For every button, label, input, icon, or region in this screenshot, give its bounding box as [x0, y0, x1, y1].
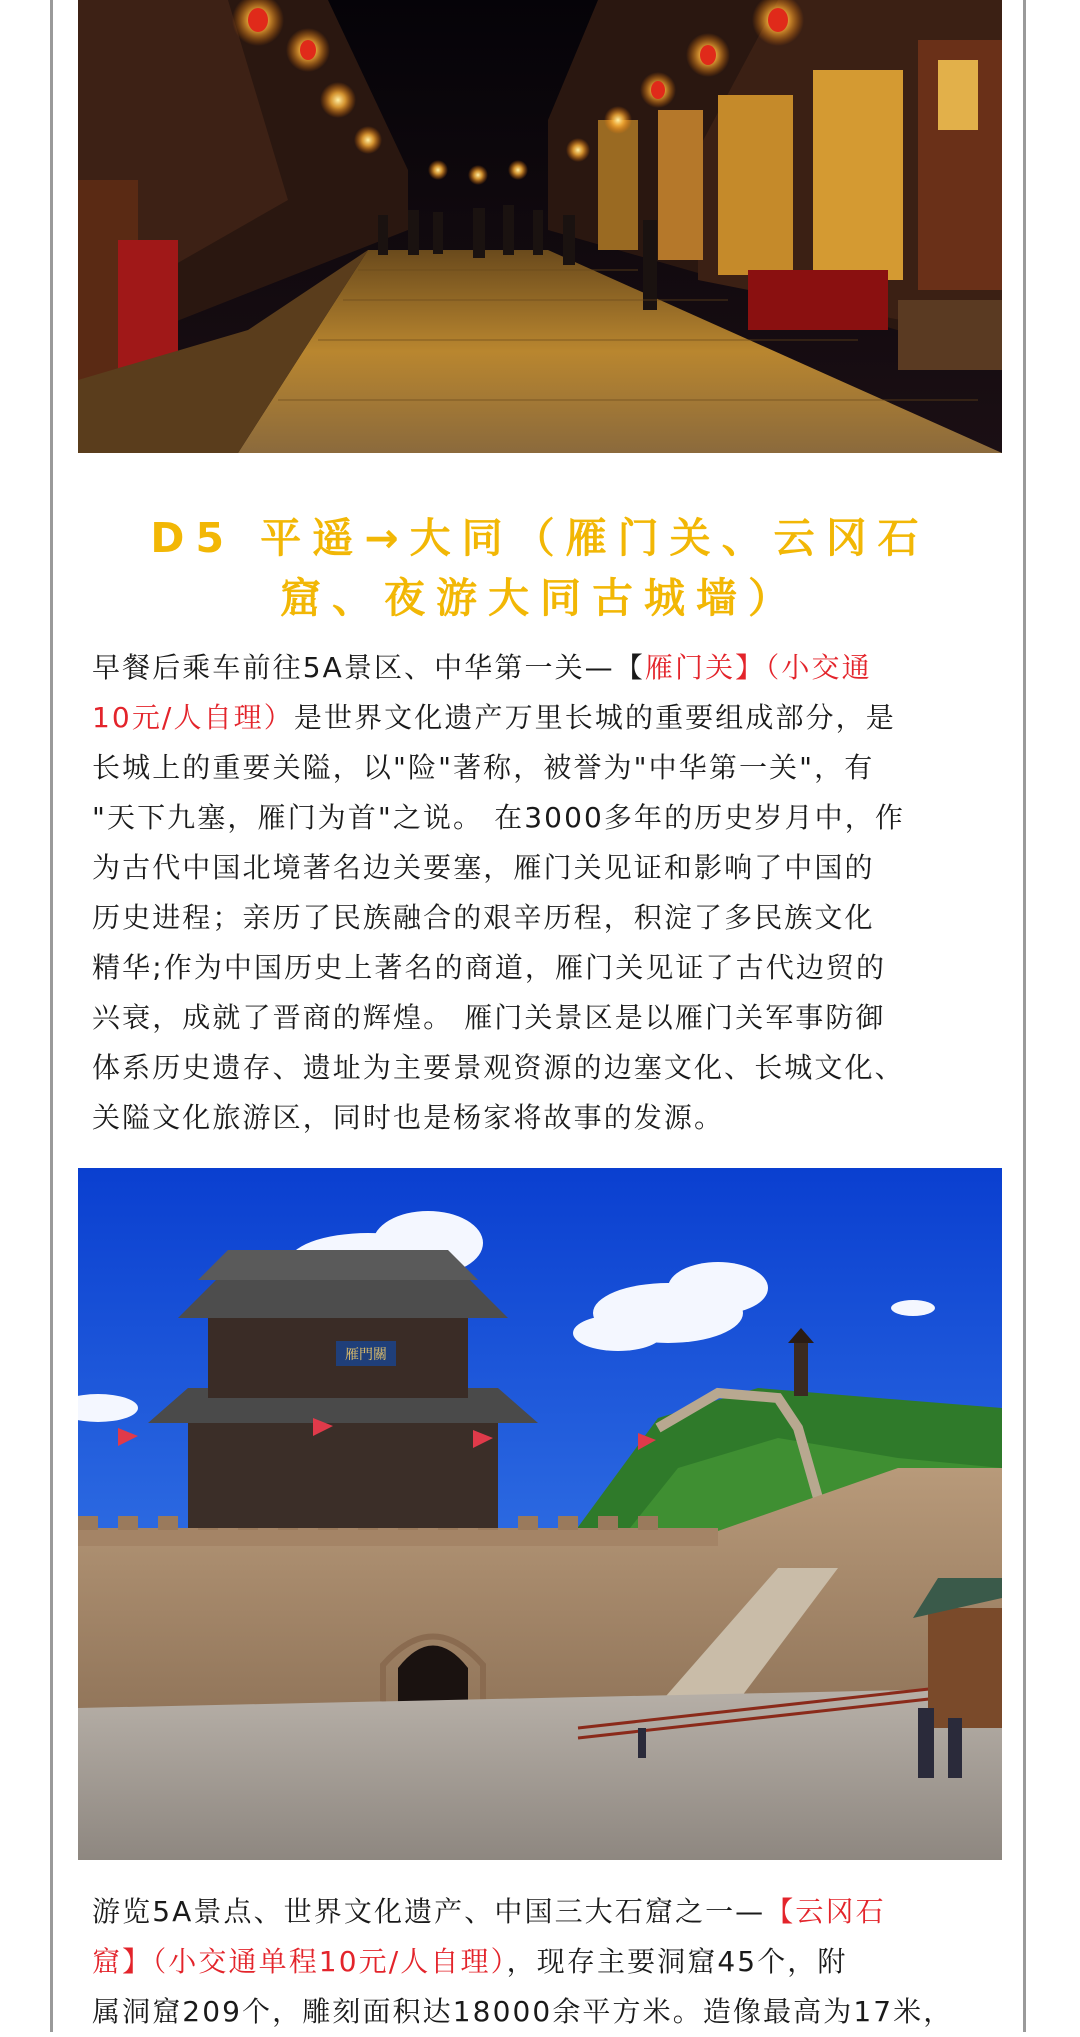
text-line: [92, 693, 1010, 743]
text-line: 精华;作为中国历史上著名的商道，雁门关见证了古代边贸的: [92, 951, 887, 984]
text-segment: ，现存主要洞窟45个，附: [506, 1945, 848, 1978]
yanmen-pass-photo: [78, 1168, 1002, 1860]
text-segment: 早餐后乘车前往5A景区、中华第一关—【: [92, 651, 645, 684]
text-line: 体系历史遗存、遗址为主要景观资源的边塞文化、长城文化、: [92, 1051, 905, 1084]
text-line: [92, 1887, 1010, 1937]
yanmen-pass-description: [92, 643, 1010, 1143]
day5-heading-line-1: D5 平遥→大同（雁门关、云冈石: [150, 514, 930, 562]
text-line: 属洞窟209个，雕刻面积达18000余平方米。造像最高为17米，: [92, 1995, 954, 2028]
text-line: 兴衰，成就了晋商的辉煌。 雁门关景区是以雁门关军事防御: [92, 1001, 886, 1034]
day5-heading: [78, 508, 1002, 628]
yungang-grottoes-highlight: 【云冈石: [765, 1895, 886, 1928]
text-line: 为古代中国北境著名边关要塞，雁门关见证和影响了中国的: [92, 851, 875, 884]
text-line: 历史进程；亲历了民族融合的艰辛历程，积淀了多民族文化: [92, 901, 875, 934]
text-segment: 是世界文化遗产万里长城的重要组成部分，是: [293, 701, 896, 734]
yungang-grottoes-description: [92, 1887, 1010, 2037]
text-segment: 游览5A景点、世界文化遗产、中国三大石窟之一—: [92, 1895, 766, 1928]
text-line: "天下九塞，雁门为首"之说。 在3000多年的历史岁月中，作: [92, 801, 905, 834]
yanmen-fee-highlight: 10元/人自理）: [92, 701, 294, 734]
text-line: 关隘文化旅游区，同时也是杨家将故事的发源。: [92, 1101, 725, 1134]
yungang-fee-highlight: 窟】（小交通单程10元/人自理）: [92, 1945, 507, 1978]
text-line: [92, 643, 1010, 693]
gate-plaque-text: 雁門關: [345, 1347, 387, 1363]
day5-heading-line-2: 窟、夜游大同古城墙）: [280, 574, 800, 622]
yanmen-pass-highlight: 雁门关】（小交通: [644, 651, 872, 684]
pingyao-night-street-photo: [78, 0, 1002, 453]
text-line: [92, 1937, 1010, 1987]
text-line: 长城上的重要关隘，以"险"著称，被誉为"中华第一关"，有: [92, 751, 875, 784]
